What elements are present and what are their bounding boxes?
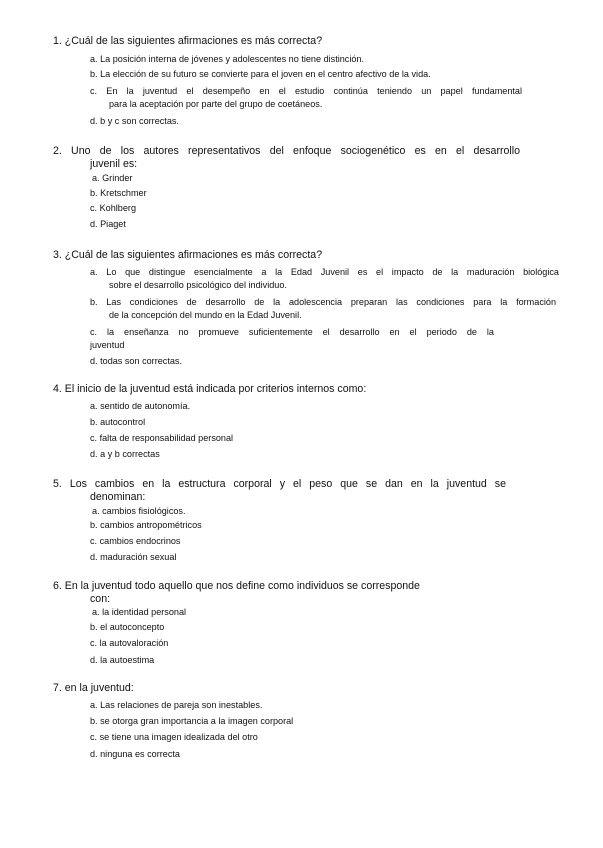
question-4-option-b: b. autocontrol: [90, 417, 146, 427]
question-5: 5. Los cambios en la estructura corporal y el peso que se dan en la juventud se: [53, 478, 506, 490]
question-3-option-a-cont: sobre el desarrollo psicológico del individuo.: [109, 280, 287, 290]
question-3-option-d: d. todas son correctas.: [90, 356, 182, 366]
question-1-option-d: d. b y c son correctas.: [90, 116, 179, 126]
question-1: 1. ¿Cuál de las siguientes afirmaciones es más correcta?: [53, 35, 323, 47]
question-7-option-a: a. Las relaciones de pareja son inestables.: [90, 700, 263, 710]
question-5-option-c: c. cambios endocrinos: [90, 536, 181, 546]
question-6-option-b: b. el autoconcepto: [90, 622, 165, 632]
question-6-option-c: c. la autovaloración: [90, 638, 169, 648]
question-6-option-d: d. la autoestima: [90, 655, 155, 665]
question-4: 4. El inicio de la juventud está indicada por criterios internos como:: [53, 383, 367, 395]
question-2-option-b: b. Kretschmer: [90, 188, 147, 198]
question-2-option-c: c. Kohlberg: [90, 203, 137, 213]
question-2-option-a: a. Grinder: [92, 173, 133, 183]
question-4-option-c: c. falta de responsabilidad personal: [90, 433, 234, 443]
question-1-option-a: a. La posición interna de jóvenes y adolescentes no tiene distinción.: [90, 54, 365, 64]
question-4-option-a: a. sentido de autonomía.: [90, 401, 191, 411]
question-1-option-b: b. La elección de su futuro se convierte para el joven en el centro afectivo de la vida.: [90, 69, 431, 79]
question-5-option-d: d. maduración sexual: [90, 552, 177, 562]
question-2-cont: juvenil es:: [90, 158, 138, 170]
question-7-option-c: c. se tiene una imagen idealizada del otro: [90, 732, 258, 742]
question-2-option-d: d. Piaget: [90, 219, 126, 229]
question-6-option-a: a. la identidad personal: [92, 607, 187, 617]
question-3: 3. ¿Cuál de las siguientes afirmaciones es más correcta?: [53, 249, 323, 261]
question-6-cont: con:: [90, 593, 111, 605]
question-3-option-c: c. la enseñanza no promueve suficientemente el desarrollo en el periodo de la: [90, 327, 494, 337]
question-3-option-b: b. Las condiciones de desarrollo de la adolescencia preparan las condiciones para la formación: [90, 297, 556, 307]
question-4-option-d: d. a y b correctas: [90, 449, 160, 459]
question-5-cont: denominan:: [90, 491, 146, 503]
question-3-option-a: a. Lo que distingue esencialmente a la Edad Juvenil es el impacto de la maduración biológica: [90, 267, 559, 277]
question-5-option-a: a. cambios fisiológicos.: [92, 506, 186, 516]
question-5-option-b: b. cambios antropométricos: [90, 520, 202, 530]
question-2: 2. Uno de los autores representativos del enfoque sociogenético es en el desarrollo: [53, 145, 520, 157]
question-1-option-c-cont: para la aceptación por parte del grupo de coetáneos.: [109, 99, 323, 109]
question-6: 6. En la juventud todo aquello que nos define como individuos se corresponde: [53, 580, 420, 592]
question-7-option-b: b. se otorga gran importancia a la imagen corporal: [90, 716, 294, 726]
question-1-option-c: c. En la juventud el desempeño en el estudio continúa teniendo un papel fundamental: [90, 86, 522, 96]
question-7: 7. en la juventud:: [53, 682, 134, 694]
question-3-option-c-cont: juventud: [90, 340, 125, 350]
question-3-option-b-cont: de la concepción del mundo en la Edad Juvenil.: [109, 310, 302, 320]
question-7-option-d: d. ninguna es correcta: [90, 749, 180, 759]
